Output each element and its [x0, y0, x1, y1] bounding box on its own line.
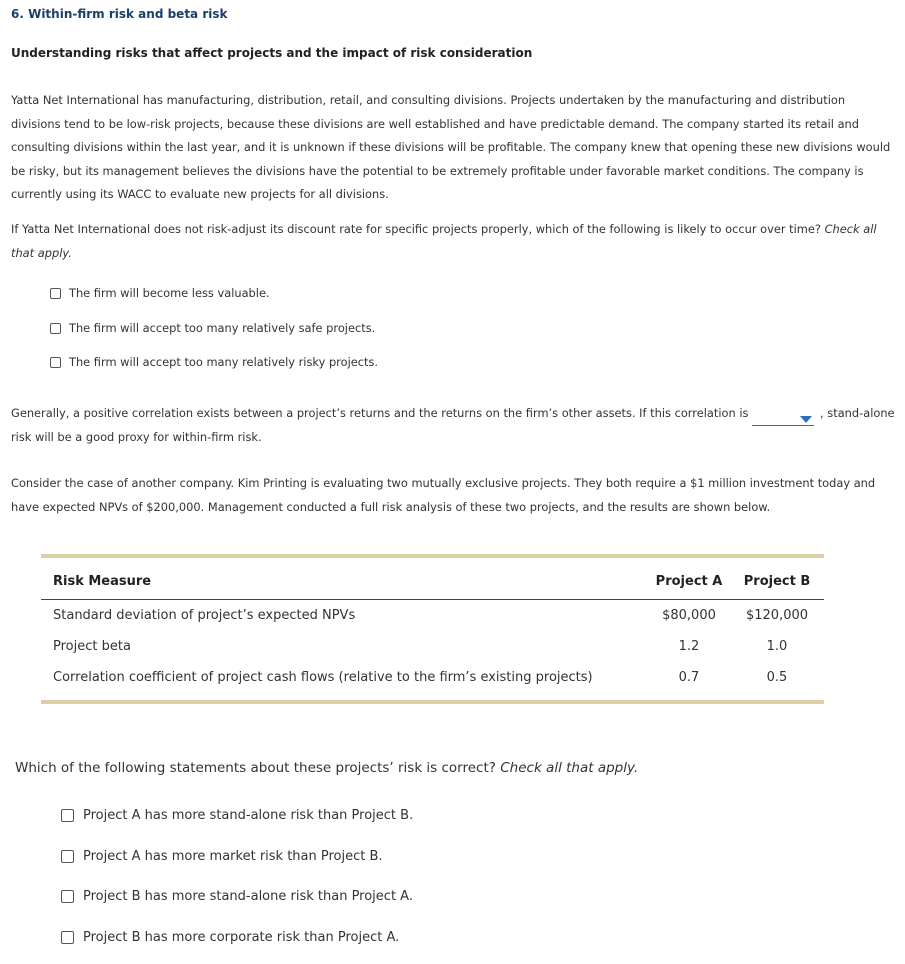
- checkbox[interactable]: [61, 809, 74, 822]
- table-row: [41, 600, 824, 632]
- cell-measure: Project beta: [53, 639, 131, 654]
- checkbox[interactable]: [50, 357, 61, 368]
- intro-paragraph: Yatta Net International has manufacturing, distribution, retail, and consulting divisions. Projects undertaken by the manufacturing and distribution divisions tend to be low-risk projects, because these divisions are well established and have predictable demand. The company started its retail and consulting divisions within the last year, and it is unknown if these divisions will be profitable. The company knew that opening these new divisions would be risky, but its management believes the divisions have the potential to be extremely profitable under favorable market conditions. The company is currently using its WACC to evaluate new projects for all divisions.: [11, 93, 891, 201]
- question1-text: If Yatta Net International does not risk-adjust its discount rate for specific projects properly, which of the following is likely to occur over time?: [11, 222, 821, 236]
- cell-measure: Correlation coefficient of project cash flows (relative to the firm’s existing projects): [53, 670, 593, 685]
- option-label: Project A has more stand-alone risk than Project B.: [83, 808, 414, 823]
- chevron-down-icon: [800, 416, 812, 423]
- cell-project-a: $80,000: [662, 608, 716, 623]
- q1-option-safe-projects[interactable]: [50, 321, 375, 335]
- kim-intro-paragraph: Consider the case of another company. Kim Printing is evaluating two mutually exclusive projects. They both require a $1 million investment today and have expected NPVs of $200,000. Management conducted a full risk analysis of these two projects, and the results are shown below.: [11, 476, 876, 514]
- checkbox[interactable]: [50, 323, 61, 334]
- header-risk-measure: Risk Measure: [41, 558, 648, 600]
- q2-option-b-corporate[interactable]: [61, 930, 399, 945]
- cell-project-b: $120,000: [745, 608, 809, 623]
- option-label: Project B has more corporate risk than Project A.: [83, 930, 400, 945]
- cell-project-b: 1.0: [766, 639, 788, 654]
- correlation-sentence: [11, 402, 895, 449]
- table-bottom-border: [41, 700, 824, 704]
- option-label: Project A has more market risk than Project B.: [83, 849, 383, 864]
- correlation-dropdown[interactable]: [752, 411, 814, 426]
- option-label: The firm will accept too many relatively safe projects.: [69, 321, 376, 335]
- section-title: 6. Within-firm risk and beta risk: [11, 7, 228, 21]
- cell-project-a: 0.7: [678, 670, 700, 685]
- question2-text: Which of the following statements about these projects’ risk is correct?: [15, 760, 496, 776]
- q2-option-a-standalone[interactable]: [61, 808, 413, 823]
- option-label: The firm will accept too many relatively risky projects.: [69, 355, 379, 369]
- correlation-text-before: Generally, a positive correlation exists between a project’s returns and the returns on the firm’s other assets. If this correlation is: [11, 406, 749, 420]
- q1-option-less-valuable[interactable]: [50, 286, 270, 300]
- checkbox[interactable]: [61, 850, 74, 863]
- header-project-b: Project B: [730, 558, 824, 600]
- risk-table: [41, 554, 824, 704]
- cell-measure: Standard deviation of project’s expected NPVs: [53, 608, 356, 623]
- table-header-row: [41, 558, 824, 600]
- option-label: The firm will become less valuable.: [69, 286, 270, 300]
- question2-instruction: Check all that apply.: [500, 760, 639, 776]
- correlation-text-after: , stand-alone risk will be a good proxy for within-firm risk.: [11, 406, 895, 444]
- checkbox[interactable]: [50, 288, 61, 299]
- q2-option-a-market[interactable]: [61, 849, 383, 864]
- header-project-a: Project A: [648, 558, 730, 600]
- question2-prompt: [15, 760, 638, 776]
- q1-option-risky-projects[interactable]: [50, 355, 378, 369]
- q2-option-b-standalone[interactable]: [61, 889, 413, 904]
- checkbox[interactable]: [61, 890, 74, 903]
- question1-instruction: Check all that apply.: [11, 222, 877, 260]
- checkbox[interactable]: [61, 931, 74, 944]
- option-label: Project B has more stand-alone risk than Project A.: [83, 889, 413, 904]
- table-row: [41, 631, 824, 662]
- table-row: [41, 662, 824, 693]
- section-subtitle: Understanding risks that affect projects and the impact of risk consideration: [11, 46, 533, 60]
- question1-prompt: [11, 218, 895, 265]
- cell-project-a: 1.2: [678, 639, 700, 654]
- cell-project-b: 0.5: [766, 670, 788, 685]
